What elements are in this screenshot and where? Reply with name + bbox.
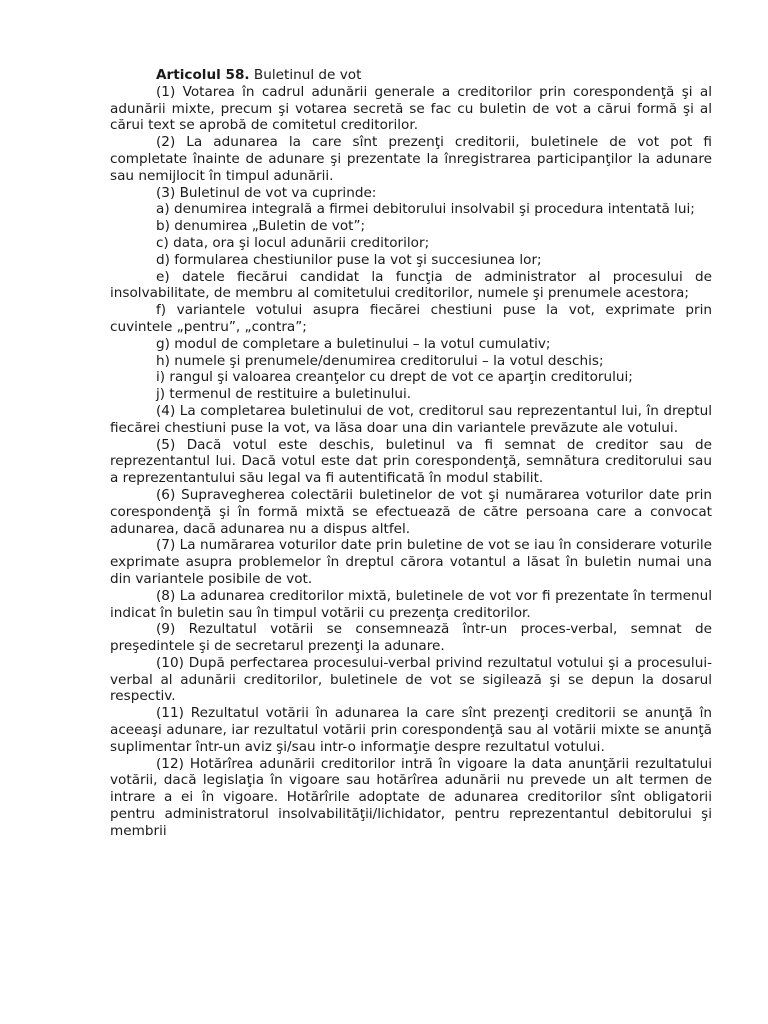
- article-heading: [110, 67, 712, 84]
- paragraph-7: (7) La numărarea voturilor date prin buletine de vot se iau în considerare voturile exprimate asupra problemelor în dreptul cărora votantul a lăsat în buletin numai una din variantele posibile de vot.: [110, 537, 712, 587]
- list-item-e: e) datele fiecărui candidat la funcţia de administrator al procesului de insolvabilitate, de membru al comitetului creditorilor, numele şi prenumele acestora;: [110, 268, 712, 302]
- list-item-f: f) variantele votului asupra fiecărei chestiuni puse la vot, exprimate prin cuvintele „pentru”, „contra”;: [110, 302, 712, 335]
- article-title: Buletinul de vot: [249, 67, 362, 83]
- article-number: Articolul 58.: [156, 67, 250, 83]
- paragraph-1: (1) Votarea în cadrul adunării generale a creditorilor prin corespondenţă şi al adunării mixte, precum şi votarea secretă se fac cu buletin de vot a cărui formă şi al cărui text se aprobă de comitetul creditorilor.: [110, 83, 712, 134]
- paragraph-10: (10) După perfectarea procesului-verbal privind rezultatul votului şi a procesului-verbal al adunării creditorilor, buletinele de vot se sigilează şi se depun la dosarul respectiv.: [110, 654, 712, 705]
- paragraph-2: (2) La adunarea la care sînt prezenţi creditorii, buletinele de vot pot fi completate înainte de adunare şi prezentate la înregistrarea participanţilor la adunare sau nemijlocit în timpul adunării.: [110, 134, 712, 184]
- list-item-i: i) rangul şi valoarea creanţelor cu drept de vot ce aparţin creditorului;: [156, 369, 633, 386]
- paragraph-12: (12) Hotărîrea adunării creditorilor intră în vigoare la data anunţării rezultatului votării, dacă legislaţia în vigoare sau hotărîrea adunării nu prevede un alt termen de intrare a ei în vigoare. Hotărîrile adoptate de adunarea creditorilor sînt obligatorii pentru administratorul insolvabilităţii/lichidator, pentru reprezentantul debitorului şi membrii: [110, 755, 712, 839]
- paragraph-5: (5) Dacă votul este deschis, buletinul va fi semnat de creditor sau de reprezentantul lui. Dacă votul este dat prin corespondenţă, semnătura creditorului sau a reprezentantului său legal va fi autentificată în modul stabilit.: [110, 436, 712, 487]
- list-item-h: h) numele şi prenumele/denumirea creditorului – la votul deschis;: [156, 352, 604, 369]
- document-page: [110, 67, 712, 840]
- list-item-a: a) denumirea integrală a firmei debitorului insolvabil şi procedura intentată lui;: [156, 201, 695, 218]
- list-item-g: g) modul de completare a buletinului – la votul cumulativ;: [156, 335, 551, 352]
- list-item-c: c) data, ora şi locul adunării creditorilor;: [156, 234, 430, 251]
- paragraph-9: (9) Rezultatul votării se consemnează într-un proces-verbal, semnat de preşedintele şi de secretarul prezenţi la adunare.: [110, 621, 712, 655]
- paragraph-8: (8) La adunarea creditorilor mixtă, buletinele de vot vor fi prezentate în termenul indicat în buletin sau în timpul votării cu prezenţa creditorilor.: [110, 587, 712, 621]
- list-item-b: b) denumirea „Buletin de vot”;: [156, 218, 366, 235]
- paragraph-6: (6) Supravegherea colectării buletinelor de vot şi numărarea voturilor date prin corespondenţă şi în formă mixtă se efectuează de către persoana care a convocat adunarea, dacă adunarea nu a dispus altfel.: [110, 486, 712, 537]
- paragraph-11: (11) Rezultatul votării în adunarea la care sînt prezenţi creditorii se anunţă în aceeaşi adunare, iar rezultatul votării prin corespondenţă sau al votării mixte se anunţă suplimentar într-un aviz şi/sau intr-o informaţie despre rezultatul votului.: [110, 705, 712, 755]
- list-item-d: d) formularea chestiunilor puse la vot şi succesiunea lor;: [156, 251, 542, 268]
- paragraph-3: (3) Buletinul de vot va cuprinde:: [156, 184, 377, 201]
- list-item-j: j) termenul de restituire a buletinului.: [156, 386, 412, 403]
- paragraph-4: (4) La completarea buletinului de vot, creditorul sau reprezentantul lui, în dreptul fiecărei chestiuni puse la vot, va lăsa doar una din variantele prevăzute ale votului.: [110, 402, 712, 436]
